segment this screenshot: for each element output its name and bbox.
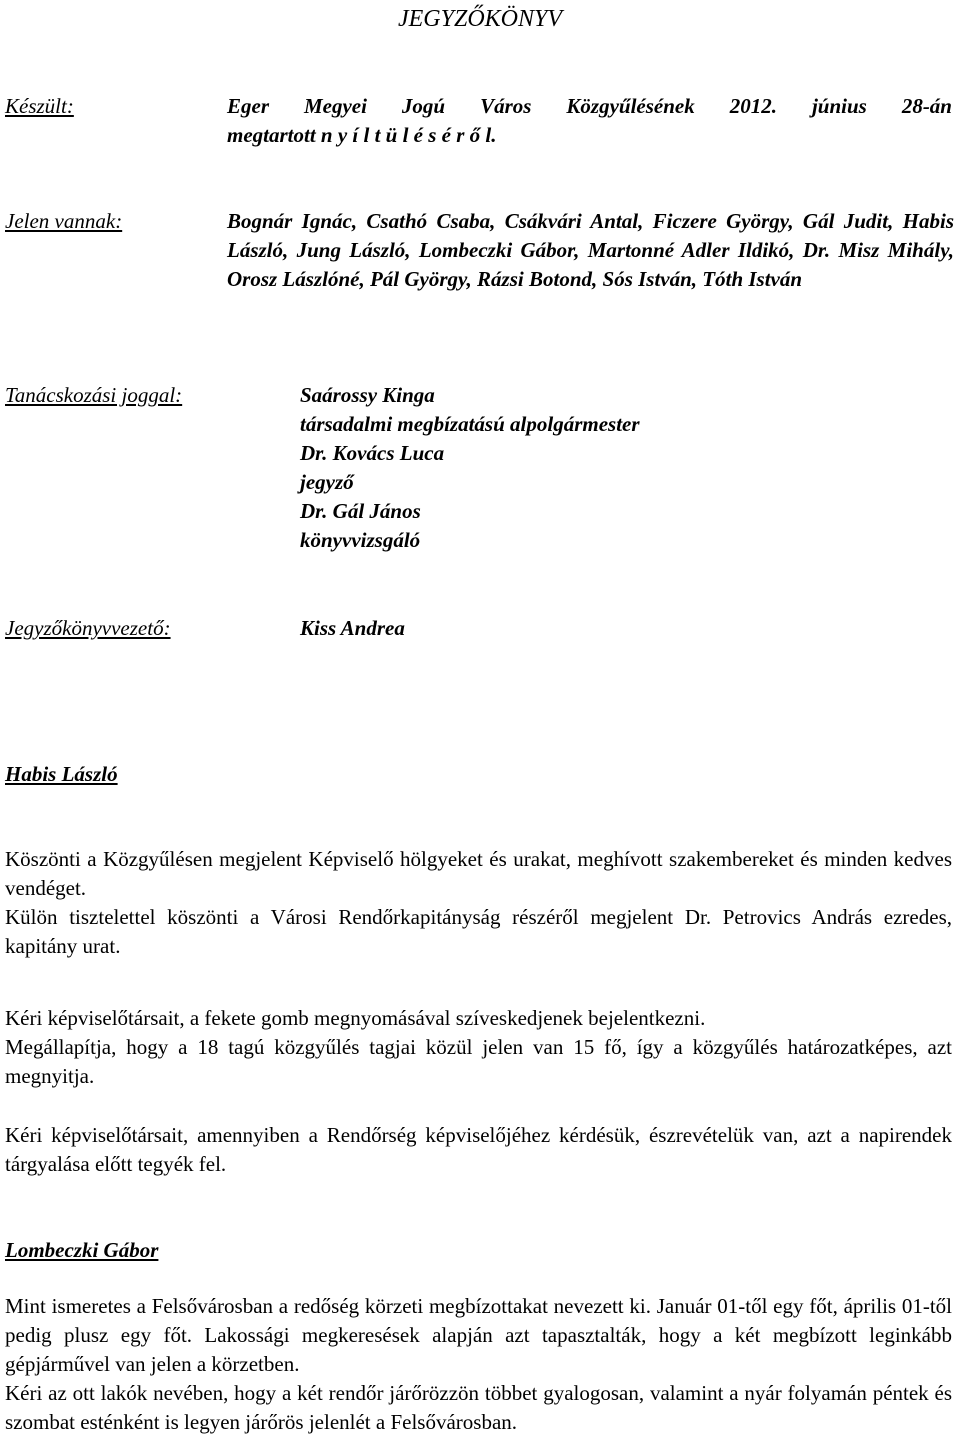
tanacskozasi-line: társadalmi megbízatású alpolgármester [300,412,640,436]
tanacskozasi-line: Dr. Gál János [300,499,421,523]
speech-paragraph: Kéri az ott lakók nevében, hogy a két rendőr járőrözzön többet gyalogosan, valamint a nyár folyamán péntek és szombat esténként is legyen járőrös jelenlét a Felsővárosban. [5,1381,952,1434]
speech-block [5,1121,952,1179]
keszult-line-2: megtartott n y í l t ü l é s é r ő l. [227,123,497,147]
jelen-value: Bognár Ignác, Csathó Csaba, Csákvári Antal, Ficzere György, Gál Judit, Habis László, Jung László, Lombeczki Gábor, Martonné Adler Ildikó, Dr. Misz Mihály, Orosz Lászlóné, Pál György, Rázsi Botond, Sós István, Tóth István [227,209,954,291]
speech-paragraph: Külön tisztelettel köszönti a Városi Rendőrkapitányság részéről megjelent Dr. Petrovics András ezredes, kapitány urat. [5,905,952,958]
tanacskozasi-line: Saárossy Kinga [300,383,435,407]
jegyzokonyvvezeto-label: Jegyzőkönyvvezető: [5,616,171,640]
jelen-label: Jelen vannak: [5,209,123,233]
tanacskozasi-label: Tanácskozási joggal: [5,383,183,407]
speech-block [5,845,952,961]
keszult-line-1: Eger Megyei Jogú Város Közgyűlésének 2012. június 28-án [227,94,952,118]
speaker-name: Lombeczki Gábor [5,1238,159,1262]
speech-block [5,1004,952,1091]
tanacskozasi-line: könyvvizsgáló [300,528,421,552]
speech-block [5,1292,952,1437]
keszult-value [227,92,952,150]
jegyzokonyvvezeto-value: Kiss Andrea [300,616,405,640]
speech-paragraph: Megállapítja, hogy a 18 tagú közgyűlés tagjai közül jelen van 15 fő, így a közgyűlés határozatképes, azt megnyitja. [5,1035,952,1088]
speech-paragraph: Kéri képviselőtársait, a fekete gomb megnyomásával szíveskedjenek bejelentkezni. [5,1006,706,1030]
tanacskozasi-line: Dr. Kovács Luca [300,441,445,465]
keszult-label: Készült: [5,94,74,118]
speech-paragraph: Köszönti a Közgyűlésen megjelent Képviselő hölgyeket és urakat, meghívott szakembereket és minden kedves vendéget. [5,847,952,900]
speech-paragraph: Mint ismeretes a Felsővárosban a redőség körzeti megbízottakat nevezett ki. Január 01-től egy főt, április 01-től pedig plusz egy főt. Lakossági megkeresések alapján azt tapasztalták, hogy a két megbízott leginkább gépjárművel van jelen a körzetben. [5,1294,952,1376]
tanacskozasi-line: jegyző [300,470,354,494]
document-title: JEGYZŐKÖNYV [397,6,563,32]
speaker-name: Habis László [5,762,118,786]
speech-paragraph: Kéri képviselőtársait, amennyiben a Rendőrség képviselőjéhez kérdésük, észrevételük van, azt a napirendek tárgyalása előtt tegyék fel. [5,1123,952,1176]
tanacskozasi-list [300,381,940,555]
